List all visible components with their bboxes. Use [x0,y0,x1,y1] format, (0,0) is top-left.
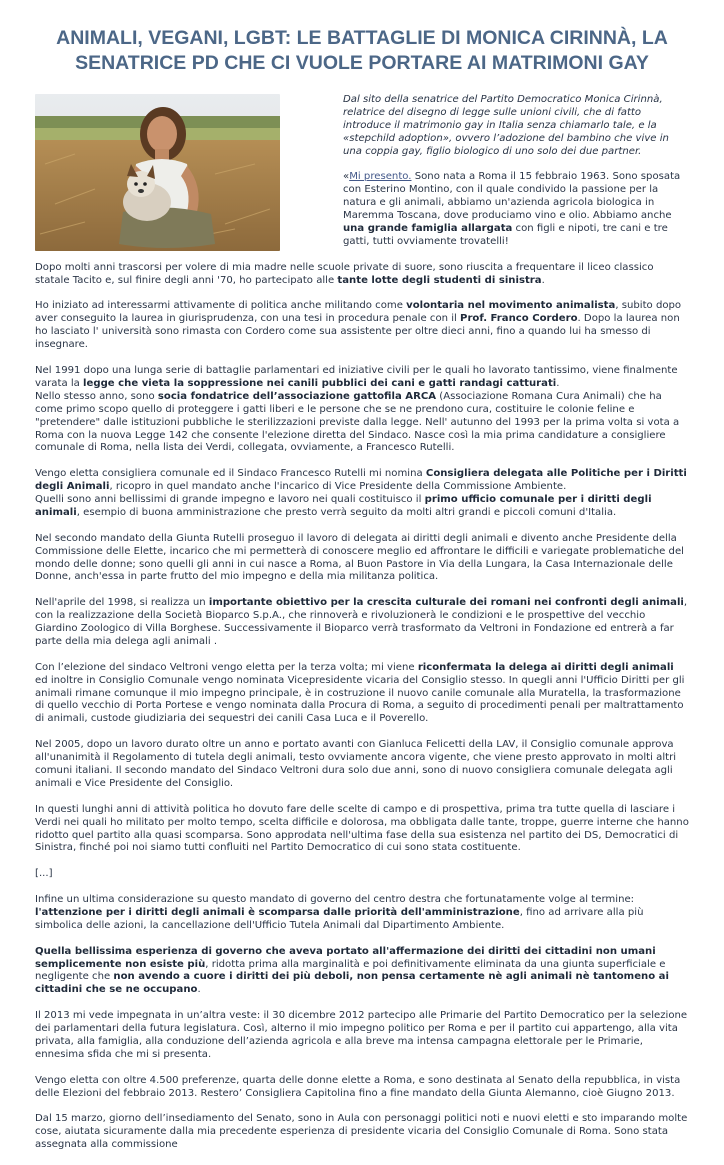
paragraph-9: Nel 2005, dopo un lavoro durato oltre un anno e portato avanti con Gianluca Felicetti della LAV, il Consiglio comunale approva all'unanimità il Regolamento di tutela degli animali, testo ovviamente ancora vigente, che viene presto approvato in molti altri comuni italiani. Il secondo mandato del Sindaco Veltroni dura solo due anni, sono di nuovo consigliera comunale delegata agli animali e Vice Presidente del Consiglio. [35,739,677,789]
paragraph-4-text-b: . [556,377,560,389]
paragraph-13-text-b: . [197,984,201,996]
paragraph-4-text-a: Nel 1991 dopo una lunga serie di battaglie parlamentari ed iniziative civili per le quali ho lavorato tantissimo, viene finalmente varata la [35,364,678,389]
article-body [35,94,689,1165]
paragraph-15: Vengo eletta con oltre 4.500 preferenze, quarta delle donne elette a Roma, e sono destinata al Senato della repubblica, in vista delle Elezioni del febbraio 2013. Restero’ Consigliera Capitolina fino a fine mandato della Giunta Alemanno, cioè Giugno 2013. [35,1074,681,1099]
paragraph-2 [35,262,689,288]
paragraph-5-text-b: , ricopro in quel mandato anche l'incarico di Vice Presidente della Commissione Ambiente. [109,481,567,493]
paragraph-13-bold-a: Quella bellissima esperienza di governo che aveva portato all'affermazione dei diritti dei cittadini non umani semplicemente non esiste più [35,945,656,970]
paragraph-12-bold-a: l'attenzione per i diritti degli animali è scomparsa dalle priorità dell'amministrazione [35,906,520,918]
portrait-photo [35,94,280,251]
paragraph-12-text-a: Infine un ultima considerazione su questo mandato di governo del centro destra che fortunatamente volge al termine: [35,894,635,905]
ellipsis-paragraph: [...] [35,868,53,880]
paragraph-5-text-a: Vengo eletta consigliera comunale ed il Sindaco Francesco Rutelli mi nomina [35,468,426,480]
paragraph-4-text-d: (Associazione Romana Cura Animali) che ha come primo scopo quello di proteggere i gatti liberi e le persone che se ne prendono cura, costituire le colonie feline e "pretendere" dalle istituzioni pubbliche le sterilizzazioni previste dalla legge. Nell' autunno del 1993 per la prima volta si vota a Roma con la nuova Legge 142 che consente l'elezione diretta del Sindaco. Nasce così la mia prima candidature a consigliere comunale di Roma, nella lista dei Verdi, collegata, ovviamente, a Francesco Rutelli. [35,390,680,454]
paragraph-2-text-a: Dopo molti anni trascorsi per volere di mia madre nelle scuole private di suore, sono riuscita a frequentare il liceo classico statale Tacito e, sul finire degli anni '70, ho partecipato alle [35,261,654,286]
paragraph-12 [35,894,689,933]
paragraph-13-text-a: , ridotta prima alla marginalità e poi definitivamente eliminata da una giunta superficiale e negligente che [35,958,666,983]
paragraph-4-text-c: Nello stesso anno, sono [35,390,158,402]
paragraph-3 [35,300,689,352]
paragraph-4-bold-b: socia fondatrice dell’associazione gattofila ARCA [157,390,437,402]
intro-paragraph: Dal sito della senatrice del Partito Democratico Monica Cirinnà, relatrice del disegno di legge sulle unioni civili, che di fatto introduce il matrimonio gay in Italia senza chiamarlo tale, e la «stepchild adoption», ovvero l’adozione del bambino che vive in una coppia gay, figlio biologico di uno solo dei due partner. [343,94,669,157]
paragraph-4-bold-a: legge che vieta la soppressione nei canili pubblici dei cani e gatti randagi catturati [83,377,557,389]
paragraph-14: Il 2013 mi vede impegnata in un’altra veste: il 30 dicembre 2012 partecipo alle Primarie del Partito Democratico per la selezione dei parlamentari della futura legislatura. Così, alterno il mio impegno politico per Roma e per il partito cui appartengo, alla vita privata, alla famiglia, alla conduzione dell’azienda agricola e alla breve ma intensa campagna elettorale per le Primarie, ennesima sfida che mi si presenta. [35,1010,688,1060]
paragraph-5-text-d: , esempio di buona amministrazione che presto verrà seguito da molti altri grandi e piccoli comuni d'Italia. [76,506,617,518]
paragraph-6: Nel secondo mandato della Giunta Rutelli proseguo il lavoro di delegata ai diritti degli animali e divento anche Presidente della Commissione delle Elette, incarico che mi permetterà di conoscere meglio ed affrontare le difficili e variegate problematiche del mondo delle donne; sono quelli gli anni in cui nasce a Roma, al Buon Pastore in Via della Lungara, la Casa Internazionale delle Donne, anch'essa in parte frutto del mio impegno e della mia militanza politica. [35,532,684,583]
paragraph-16: Dal 15 marzo, giorno dell’insediamento del Senato, sono in Aula con personaggi politici noti e nuovi eletti e sto imparando molte cose, aiutata sicuramente dalla mia precedente esperienza di presidente vicaria del Consiglio Comunale di Roma. Sono stata assegnata alla commissione [35,1113,688,1151]
paragraph-7-text-a: Nell'aprile del 1998, si realizza un [35,597,209,609]
paragraph-7 [35,597,689,649]
paragraph-3-bold-b: Prof. Franco Cordero [460,313,578,325]
paragraph-5-text-c: Quelli sono anni bellissimi di grande impegno e lavoro nei quali costituisco il [35,494,425,506]
paragraph-12-text-b: , fino ad arrivare alla più simbolica delle azioni, la cancellazione dell'Ufficio Tutela Animali dal Dipartimento Ambiente. [35,906,644,931]
opening-quote: « [343,171,350,183]
paragraph-1-bold-a: una grande famiglia allargata [343,223,513,235]
portrait-photo-illustration [35,94,280,251]
paragraph-2-bold-a: tante lotte degli studenti di sinistra [337,274,542,286]
paragraph-5-bold-b: primo ufficio comunale per i diritti degli animali [35,494,652,518]
paragraph-4 [35,365,689,455]
article-title: ANIMALI, VEGANI, LGBT: LE BATTAGLIE DI MONICA CIRINNÀ, LA SENATRICE PD CHE CI VUOLE PORTARE AI MATRIMONI GAY [56,27,668,74]
paragraph-3-text-c: . Dopo la laurea non ho lasciato l' università sono rimasta con Cordero come sua assistente per oltre dieci anni, fino a quando lui ha smesso di insegnare. [35,313,680,351]
paragraph-5-bold-a: Consigliera delegata alle Politiche per i Diritti degli Animali [35,468,687,493]
paragraph-1-text-b: con figli e nipoti, tre cani e tre gatti, tutti ovviamente trovatelli! [343,223,668,247]
paragraph-8-bold-a: riconfermata la delega ai diritti degli animali [417,661,674,673]
paragraph-5 [35,468,689,520]
paragraph-8 [35,662,689,727]
paragraph-13-bold-b: non avendo a cuore i diritti dei più deboli, non pensa certamente nè agli animali nè tantomeno ai cittadini che se ne occupano [35,971,669,996]
paragraph-3-text-a: Ho iniziato ad interessarmi attivamente di politica anche militando come [35,300,407,312]
paragraph-3-text-b: , subito dopo aver conseguito la laurea in giurisprudenza, con una tesi in procedura penale con il [35,300,682,325]
paragraph-7-text-b: , con la realizzazione della Società Bioparco S.p.A., che rinnoverà e rivoluzionerà le condizioni e le prospettive del vecchio Giardino Zoologico di Villa Borghese. Successivamente il Bioparco verrà trasformato da Veltroni in Fondazione ed entrerà a far parte della mia delega agli animali . [35,597,688,647]
paragraph-2-text-b: . [541,274,545,286]
paragraph-8-text-b: ed inoltre in Consiglio Comunale vengo nominata Vicepresidente vicaria del Consiglio stesso. In quegli anni l'Ufficio Diritti per gli animali rimane comunque il mio impegno principale, è in costruzione il nuovo canile comunale alla Muratella, la trasformazione di quello vecchio di Porta Portese e vengo nominata dalla Procura di Roma, a seguito di procedimenti penali per maltrattamento di animali, custode giudiziaria dei sequestri dei canili Casa Luca e il Poverello. [35,674,685,725]
paragraph-10: In questi lunghi anni di attività politica ho dovuto fare delle scelte di campo e di prospettiva, prima tra tutte quella di lasciare i Verdi nei quali ho militato per molto tempo, scelta difficile e dolorosa, ma obbligata dalle tante, troppe, guerre interne che hanno ridotto quel partito alla quasi scomparsa. Sono approdata nell'ultima fase della sua esistenza nel partito dei DS, Democratici di Sinistra, finché poi noi siamo tutti confluiti nel Partito Democratico di cui sono stata costituente. [35,803,689,854]
paragraph-13 [35,946,689,998]
paragraph-7-bold-a: importante obiettivo per la crescita culturale dei romani nei confronti degli animali [208,597,684,609]
paragraph-8-text-a: Con l’elezione del sindaco Veltroni vengo eletta per la terza volta; mi viene [35,661,418,673]
paragraph-1-text-a: Sono nata a Roma il 15 febbraio 1963. Sono sposata con Esterino Montino, con il quale condivido la passione per la natura e gli animali, abbiamo un'azienda agricola biologica in Maremma Toscana, dove produciamo vino e olio. Abbiamo anche [343,171,681,222]
mi-presento-link[interactable]: Mi presento. [349,171,412,183]
paragraph-3-bold-a: volontaria nel movimento animalista [406,300,616,312]
